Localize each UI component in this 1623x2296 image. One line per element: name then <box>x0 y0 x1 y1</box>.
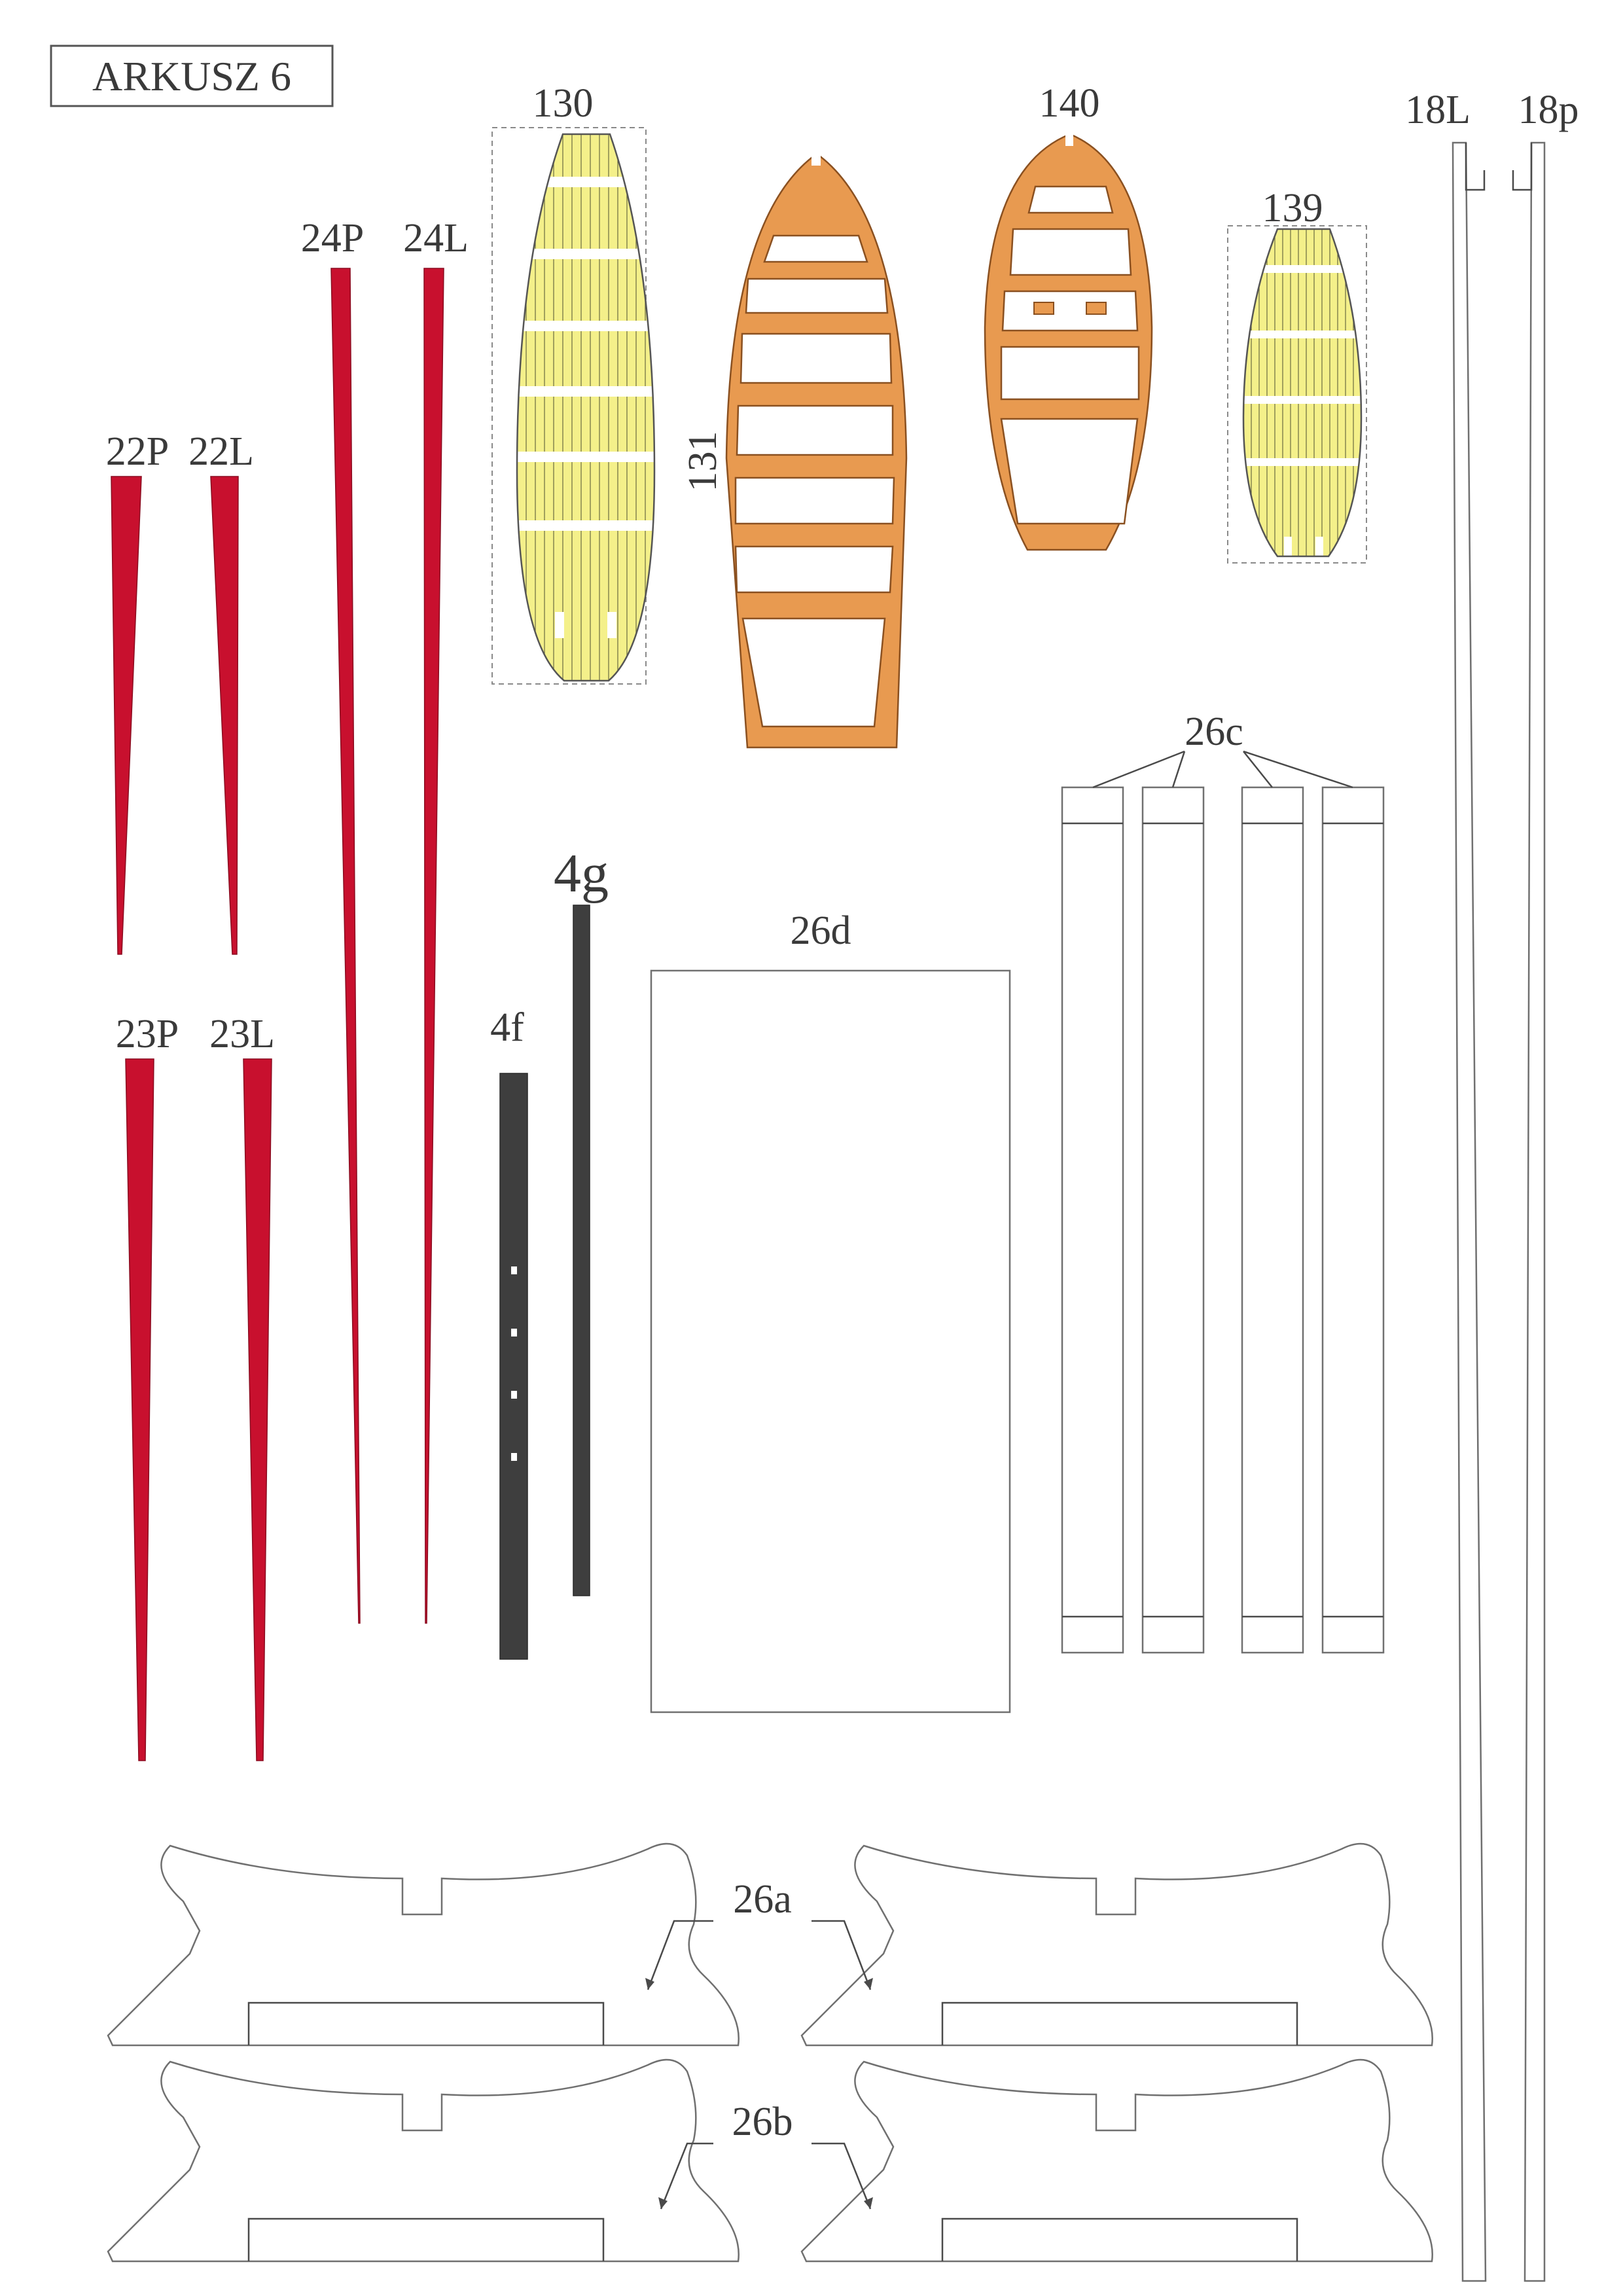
part-label-140: 140 <box>1039 81 1100 126</box>
part-label-22P: 22P <box>105 429 169 474</box>
sheet-title-text: ARKUSZ 6 <box>92 53 292 99</box>
part-4f-hole <box>511 1266 517 1274</box>
part-label-131: 131 <box>681 431 725 492</box>
part-18L <box>1453 143 1486 2281</box>
part-26c-strip <box>1062 787 1123 1653</box>
part-label-23P: 23P <box>115 1012 179 1056</box>
part-26a-right <box>802 1844 1433 2045</box>
part-label-4g: 4g <box>554 843 609 904</box>
part-23P <box>126 1059 154 1761</box>
part-label-26b: 26b <box>732 2100 793 2144</box>
part-label-26a: 26a <box>733 1877 792 1922</box>
part-26c-strip <box>1143 787 1204 1653</box>
part-26b-right <box>802 2060 1433 2261</box>
part-22P <box>111 476 141 954</box>
part-26d <box>651 971 1010 1712</box>
part-label-24L: 24L <box>403 216 469 260</box>
part-131-boat-frame <box>726 152 906 747</box>
part-4f-hole <box>511 1329 517 1336</box>
part-4f-hole <box>511 1391 517 1399</box>
part-130-deck <box>510 128 661 684</box>
part-label-18p: 18p <box>1518 88 1579 132</box>
sheet-title <box>51 46 332 106</box>
part-26c-group <box>1062 751 1383 1653</box>
part-4f <box>500 1073 527 1659</box>
part-4f-hole <box>511 1453 517 1461</box>
part-23L <box>243 1059 272 1761</box>
part-label-18L: 18L <box>1405 88 1471 132</box>
part-label-22L: 22L <box>188 429 254 474</box>
part-22L <box>211 476 238 954</box>
part-label-24P: 24P <box>300 216 365 260</box>
part-label-130: 130 <box>532 81 594 126</box>
part-26a-left <box>108 1844 739 2045</box>
part-24L <box>424 268 444 1623</box>
part-label-4f: 4f <box>490 1005 524 1050</box>
part-label-26d: 26d <box>790 908 851 953</box>
part-140-boat-frame <box>985 133 1152 550</box>
part-label-139: 139 <box>1262 186 1323 230</box>
part-4g <box>573 905 590 1596</box>
part-139-deck <box>1240 226 1364 563</box>
part-18-joint <box>1466 143 1531 190</box>
part-26b-left <box>108 2060 739 2261</box>
part-26c-leaders <box>1093 751 1353 787</box>
part-label-23L: 23L <box>209 1012 275 1056</box>
part-26c-strip <box>1242 787 1303 1653</box>
part-label-26c: 26c <box>1185 709 1243 754</box>
part-24P <box>331 268 360 1623</box>
part-18p <box>1525 143 1544 2281</box>
part-26c-strip <box>1323 787 1383 1653</box>
